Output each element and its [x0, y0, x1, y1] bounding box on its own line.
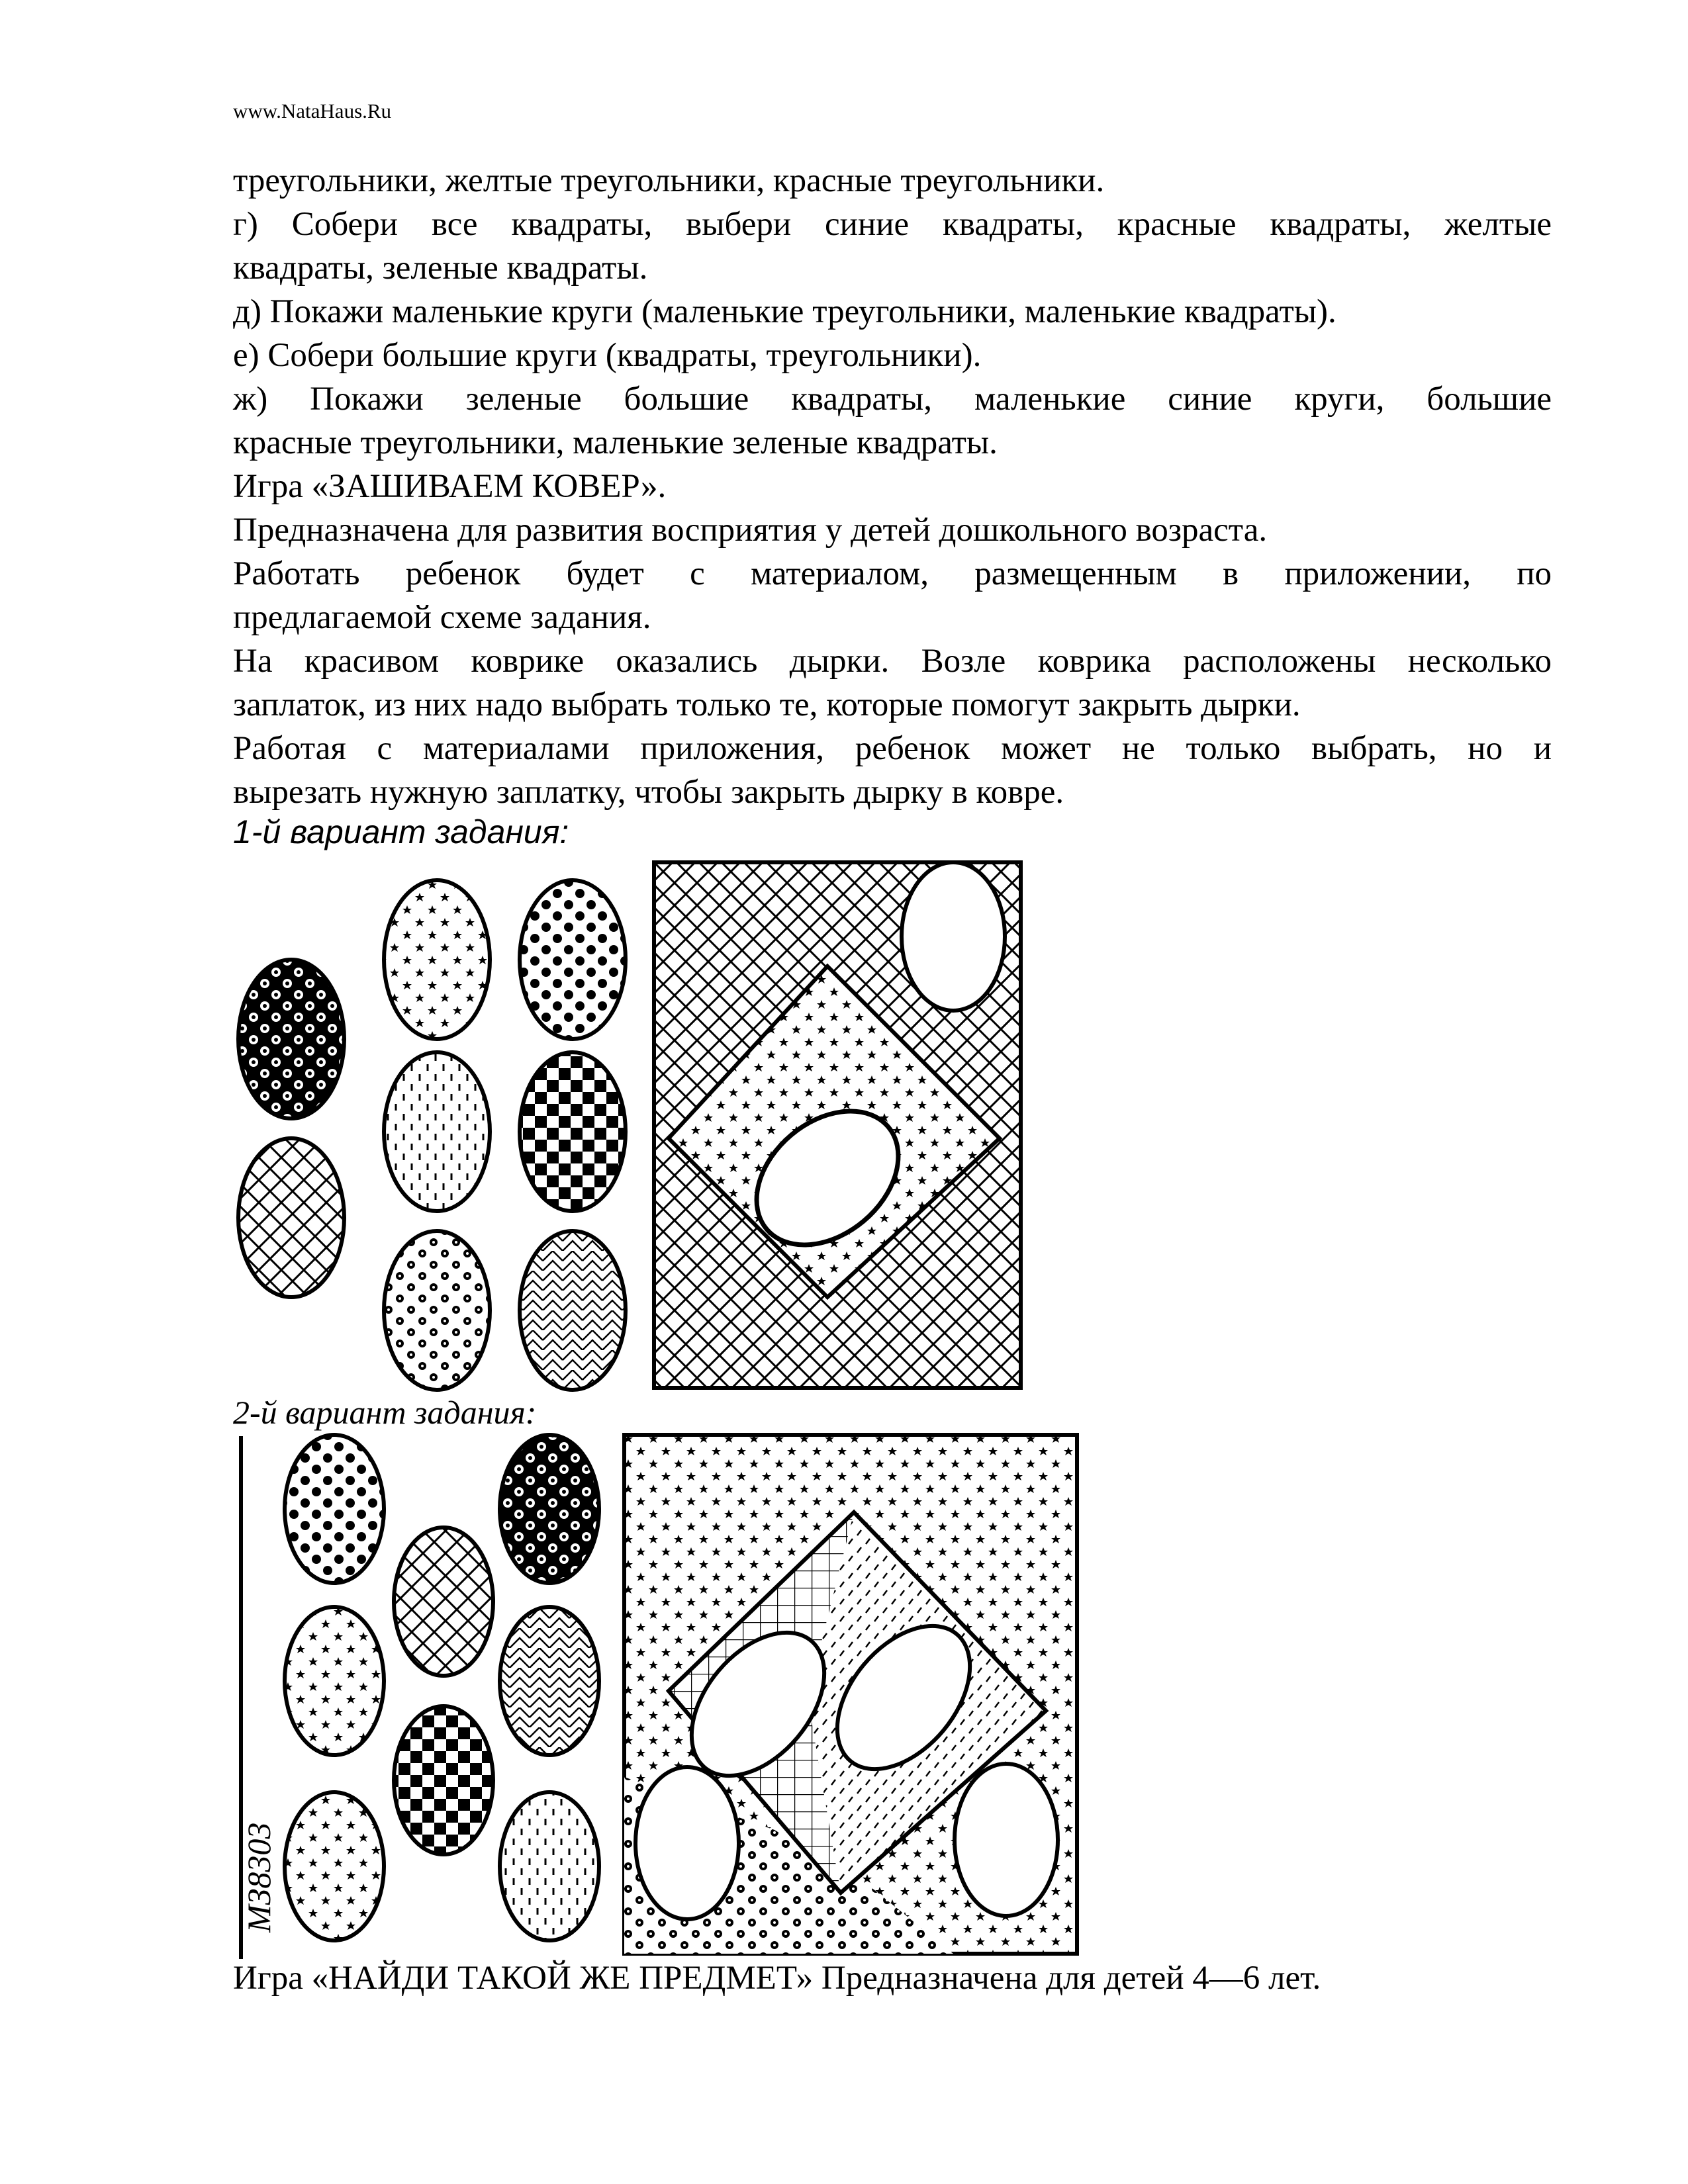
text-line: красные треугольники, маленькие зеленые квадраты. [233, 424, 998, 461]
game-title: Игра «ЗАШИВАЕМ КОВЕР». [233, 468, 667, 505]
carpet-hole [955, 1764, 1058, 1916]
variant-2-carpet [622, 1433, 1079, 1956]
patch-crosshatch [238, 1138, 344, 1297]
patch-herringbone [500, 1607, 599, 1755]
text-line: вырезать нужную заплатку, чтобы закрыть дырку в ковре. [233, 774, 1064, 811]
variant-2-patches [232, 1430, 642, 1966]
patch-stars [384, 880, 490, 1039]
patch-checker [520, 1052, 626, 1211]
text-line: Работать ребенок будет с материалом, размещенным в приложении, по [233, 555, 1552, 592]
text-line: г) Собери все квадраты, выбери синие квадраты, красные квадраты, желтые [233, 206, 1552, 243]
text-line: заплаток, из них надо выбрать только те, которые помогут закрыть дырки. [233, 686, 1301, 723]
carpet-hole [635, 1767, 739, 1919]
text-line: На красивом коврике оказались дырки. Возле коврика расположены несколько [233, 643, 1552, 680]
variant-1-heading: 1-й вариант задания: [233, 813, 569, 850]
text-line: Предназначена для развития восприятия у детей дошкольного возраста. [233, 512, 1268, 549]
variant-1-carpet [652, 860, 1023, 1390]
patch-stars [285, 1607, 384, 1755]
patch-dots [520, 880, 626, 1039]
patch-stars [285, 1792, 384, 1940]
text-line: Работая с материалами приложения, ребенок может не только выбрать, но и [233, 730, 1552, 767]
signature: МЗ8303 [240, 1822, 277, 1933]
patch-grid [394, 1527, 493, 1676]
patch-dots [285, 1435, 384, 1583]
text-line: ж) Покажи зеленые большие квадраты, маленькие синие круги, большие [233, 381, 1552, 418]
text-line: квадраты, зеленые квадраты. [233, 250, 648, 287]
patch-dashes [384, 1052, 490, 1211]
patch-dashes [500, 1792, 599, 1940]
patch-herringbone [520, 1231, 626, 1390]
patch-checker [394, 1706, 493, 1854]
variant-1-patches [225, 854, 635, 1410]
carpet-hole [902, 862, 1005, 1011]
site-url: www.NataHaus.Ru [233, 99, 392, 122]
text-line: треугольники, желтые треугольники, красные треугольники. [233, 162, 1105, 199]
next-game-line: Игра «НАЙДИ ТАКОЙ ЖЕ ПРЕДМЕТ» Предназначена для детей 4—6 лет. [233, 1960, 1321, 1997]
text-line: д) Покажи маленькие круги (маленькие треугольники, маленькие квадраты). [233, 293, 1336, 330]
variant-2-heading: 2-й вариант задания: [233, 1394, 537, 1431]
patch-rings [500, 1435, 599, 1583]
patch-rings [238, 960, 344, 1118]
text-line: предлагаемой схеме задания. [233, 599, 651, 636]
text-line: е) Собери большие круги (квадраты, треугольники). [233, 337, 982, 374]
patch-flowers [384, 1231, 490, 1390]
